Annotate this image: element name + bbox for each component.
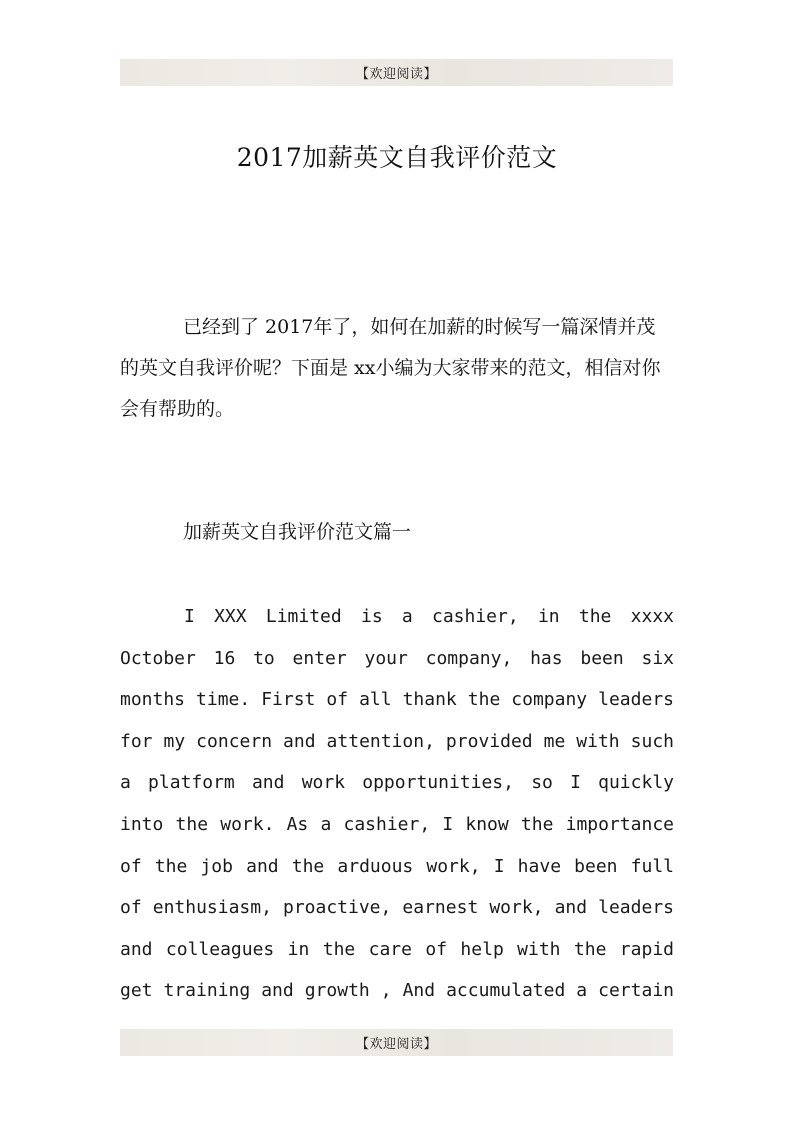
footer-banner (120, 1029, 673, 1056)
section-heading: 加薪英文自我评价范文篇一 (183, 521, 412, 543)
essay-paragraph: I XXX Limited is a cashier, in the xxxx October 16 to enter your company, has been six months time. First of all thank the company leaders for my concern and attention, provided me with such a platform and work opportunities, so I quickly into the work. As a cashier, I know the importance of the job and the arduous work, I have been full of enthusiasm, proactive, earnest work, and leaders and colleagues in the care of help with the rapid get training and growth , And accumulated a certain (120, 606, 674, 1002)
footer-banner-label: 【欢迎阅读】 (355, 1037, 437, 1052)
header-banner-label: 【欢迎阅读】 (355, 67, 437, 82)
header-banner (120, 59, 673, 86)
document-title: 2017加薪英文自我评价范文 (236, 143, 558, 172)
intro-paragraph: 已经到了 2017年了，如何在加薪的时候写一篇深情并茂的英文自我评价呢？下面是 xx小编为大家带来的范文，相信对你会有帮助的。 (120, 316, 661, 420)
